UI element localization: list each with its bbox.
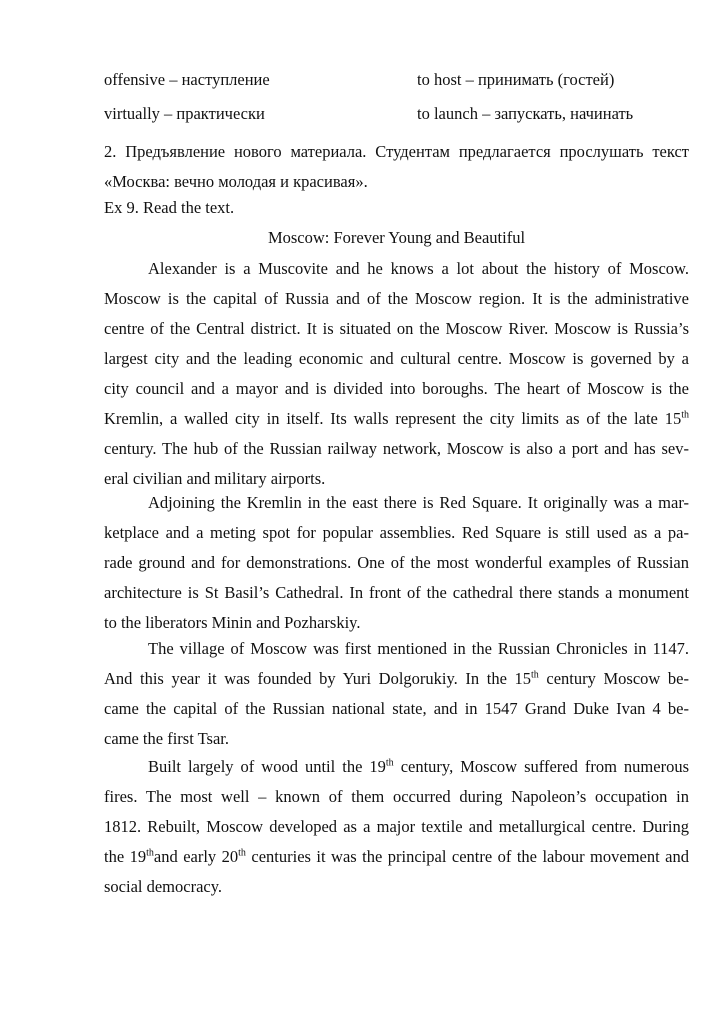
paragraph-4: Built largely of wood until the 19th century, Moscow suffered from numerous fires. The most well – known of them occurred during Napoleon’s occupation in 1812. Rebuilt, Moscow developed as a major textile and metallurgical centre. During the 19thand early 20th centuries it was the principal centre of the labour movement and social democracy.: [104, 757, 689, 896]
instruction-line: 2. Предъявление нового материала. Студентам предлагается прослушать текст: [104, 142, 689, 161]
instruction-line: «Москва: вечно молодая и красивая».: [104, 172, 368, 191]
paragraph-3: The village of Moscow was first mentioned in the Russian Chronicles in 1147. And this year it was founded by Yuri Dolgorukiy. In the 15th century Moscow be- came the capital of the Russian national state, and in 1547 Grand Duke Ivan 4 be- came the first Tsar.: [104, 639, 689, 748]
vocab-term: to launch – запускать, начинать: [417, 104, 634, 123]
vocab-row: [104, 70, 684, 94]
paragraph-1: Alexander is a Muscovite and he knows a lot about the history of Moscow. Moscow is the capital of Russia and of the Moscow region. It is the administrative centre of the Central district. It is situated on the Moscow River. Moscow is Russia’s largest city and the leading economic and cultural centre. Moscow is governed by a city council and a mayor and is divided into boroughs. The heart of Moscow is the Kremlin, a walled city in itself. Its walls represent the city limits as of the late 15th century. The hub of the Russian railway network, Moscow is also a port and has sev- eral civilian and military airports.: [104, 259, 689, 488]
paragraph-2: Adjoining the Kremlin in the east there is Red Square. It originally was a mar- ketplace and a meting spot for popular assemblies. Red Square is still used as a pa- rade ground and for demonstrations. One of the most wonderful examples of Russian architecture is St Basil’s Cathedral. In front of the cathedral there stands a monument to the liberators Minin and Pozharskiy.: [104, 493, 689, 632]
text-title: Moscow: Forever Young and Beautiful: [267, 228, 526, 247]
vocab-term: to host – принимать (гостей): [417, 70, 615, 89]
vocab-row: [104, 104, 684, 128]
instruction: [104, 137, 689, 197]
exercise-label: Ex 9. Read the text.: [104, 198, 235, 217]
vocab-term: offensive – наступление: [104, 70, 270, 89]
vocab-term: virtually – практически: [104, 104, 265, 123]
